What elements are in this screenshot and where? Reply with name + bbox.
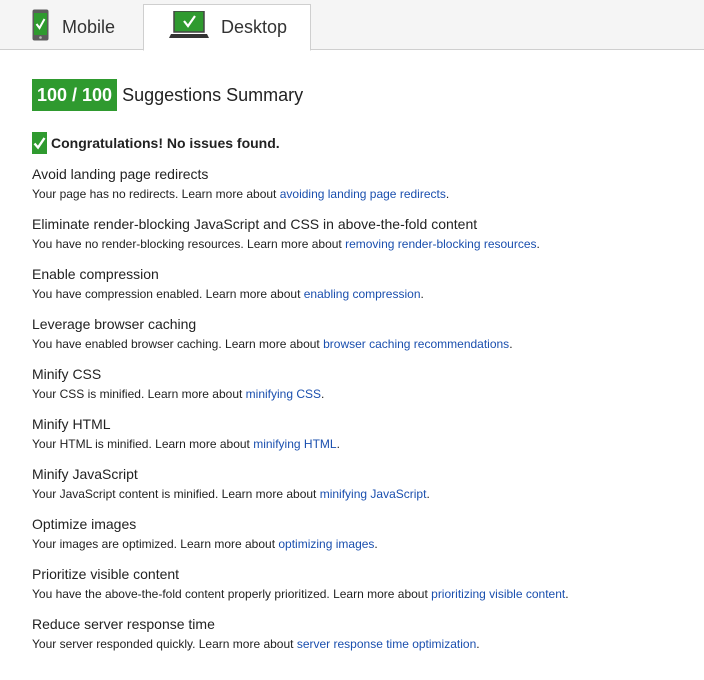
learn-more-link[interactable]: optimizing images bbox=[278, 537, 375, 551]
rule-title: Eliminate render-blocking JavaScript and CSS in above-the-fold content bbox=[32, 216, 478, 232]
rule-item bbox=[32, 560, 682, 610]
rule-description-text: You have no render-blocking resources. Learn more about bbox=[32, 237, 346, 251]
desktop-check-icon bbox=[169, 11, 209, 44]
tab-desktop-label: Desktop bbox=[221, 17, 288, 37]
rule-title: Enable compression bbox=[32, 266, 159, 282]
learn-more-link[interactable]: server response time optimization bbox=[296, 637, 477, 651]
rule-item bbox=[32, 210, 682, 260]
rule-description-end: . bbox=[426, 487, 430, 501]
rule-description-end: . bbox=[565, 587, 569, 601]
rule-description bbox=[32, 236, 682, 252]
results-panel bbox=[32, 79, 682, 660]
rule-title: Optimize images bbox=[32, 516, 137, 532]
rule-title: Minify HTML bbox=[32, 416, 111, 432]
rule-title: Minify JavaScript bbox=[32, 466, 138, 482]
summary-title: Suggestions Summary bbox=[122, 84, 304, 105]
rule-description bbox=[32, 436, 682, 452]
rule-item bbox=[32, 510, 682, 560]
rule-description bbox=[32, 186, 682, 202]
rule-item bbox=[32, 310, 682, 360]
rule-description-end: . bbox=[321, 387, 325, 401]
check-icon bbox=[32, 132, 47, 154]
rule-description-text: Your page has no redirects. Learn more about bbox=[32, 187, 280, 201]
rule-title: Avoid landing page redirects bbox=[32, 166, 209, 182]
rule-description-text: You have enabled browser caching. Learn more about bbox=[32, 337, 324, 351]
tab-mobile-label: Mobile bbox=[62, 16, 116, 37]
tab-bar bbox=[0, 0, 704, 50]
learn-more-link[interactable]: removing render-blocking resources bbox=[345, 237, 537, 251]
summary-header bbox=[32, 79, 682, 111]
rule-description bbox=[32, 536, 682, 552]
rule-title: Prioritize visible content bbox=[32, 566, 180, 582]
rule-description-end: . bbox=[509, 337, 513, 351]
rule-item bbox=[32, 460, 682, 510]
rule-item bbox=[32, 410, 682, 460]
rule-item bbox=[32, 610, 682, 660]
rule-description-text: Your JavaScript content is minified. Learn more about bbox=[32, 487, 320, 501]
rule-description-end: . bbox=[536, 237, 540, 251]
rule-description-text: Your CSS is minified. Learn more about bbox=[32, 387, 246, 401]
rule-description bbox=[32, 586, 682, 602]
rule-item bbox=[32, 260, 682, 310]
rule-description-text: You have the above-the-fold content properly prioritized. Learn more about bbox=[32, 587, 432, 601]
learn-more-link[interactable]: minifying JavaScript bbox=[319, 487, 427, 501]
rule-item bbox=[32, 160, 682, 210]
learn-more-link[interactable]: minifying CSS bbox=[245, 387, 322, 401]
rules-list bbox=[32, 160, 682, 660]
rule-item bbox=[32, 360, 682, 410]
congrats-text: Congratulations! No issues found. bbox=[51, 135, 280, 151]
rule-description-end: . bbox=[336, 437, 340, 451]
learn-more-link[interactable]: minifying HTML bbox=[253, 437, 337, 451]
score-badge: 100 / 100 bbox=[32, 79, 117, 111]
learn-more-link[interactable]: enabling compression bbox=[303, 287, 421, 301]
rule-description-end: . bbox=[445, 187, 450, 201]
rule-description-text: Your HTML is minified. Learn more about bbox=[32, 437, 254, 451]
learn-more-link[interactable]: avoiding landing page redirects bbox=[279, 187, 446, 201]
rule-description-text: Your images are optimized. Learn more about bbox=[32, 537, 279, 551]
rule-title: Minify CSS bbox=[32, 366, 102, 382]
rule-description bbox=[32, 636, 682, 652]
rule-description-end: . bbox=[476, 637, 480, 651]
mobile-check-icon bbox=[32, 9, 49, 46]
rule-description-text: You have compression enabled. Learn more about bbox=[32, 287, 304, 301]
rule-description bbox=[32, 336, 682, 352]
rule-description bbox=[32, 486, 682, 502]
rule-description bbox=[32, 386, 682, 402]
tab-mobile[interactable] bbox=[0, 4, 143, 50]
rule-title: Reduce server response time bbox=[32, 616, 215, 632]
learn-more-link[interactable]: prioritizing visible content bbox=[431, 587, 566, 601]
learn-more-link[interactable]: browser caching recommendations bbox=[323, 337, 510, 351]
rule-description-end: . bbox=[374, 537, 378, 551]
rule-description-end: . bbox=[420, 287, 424, 301]
rule-description-text: Your server responded quickly. Learn more about bbox=[32, 637, 297, 651]
rule-title: Leverage browser caching bbox=[32, 316, 197, 332]
tab-desktop[interactable] bbox=[143, 4, 311, 51]
rule-description bbox=[32, 286, 682, 302]
congrats-message bbox=[32, 132, 682, 154]
